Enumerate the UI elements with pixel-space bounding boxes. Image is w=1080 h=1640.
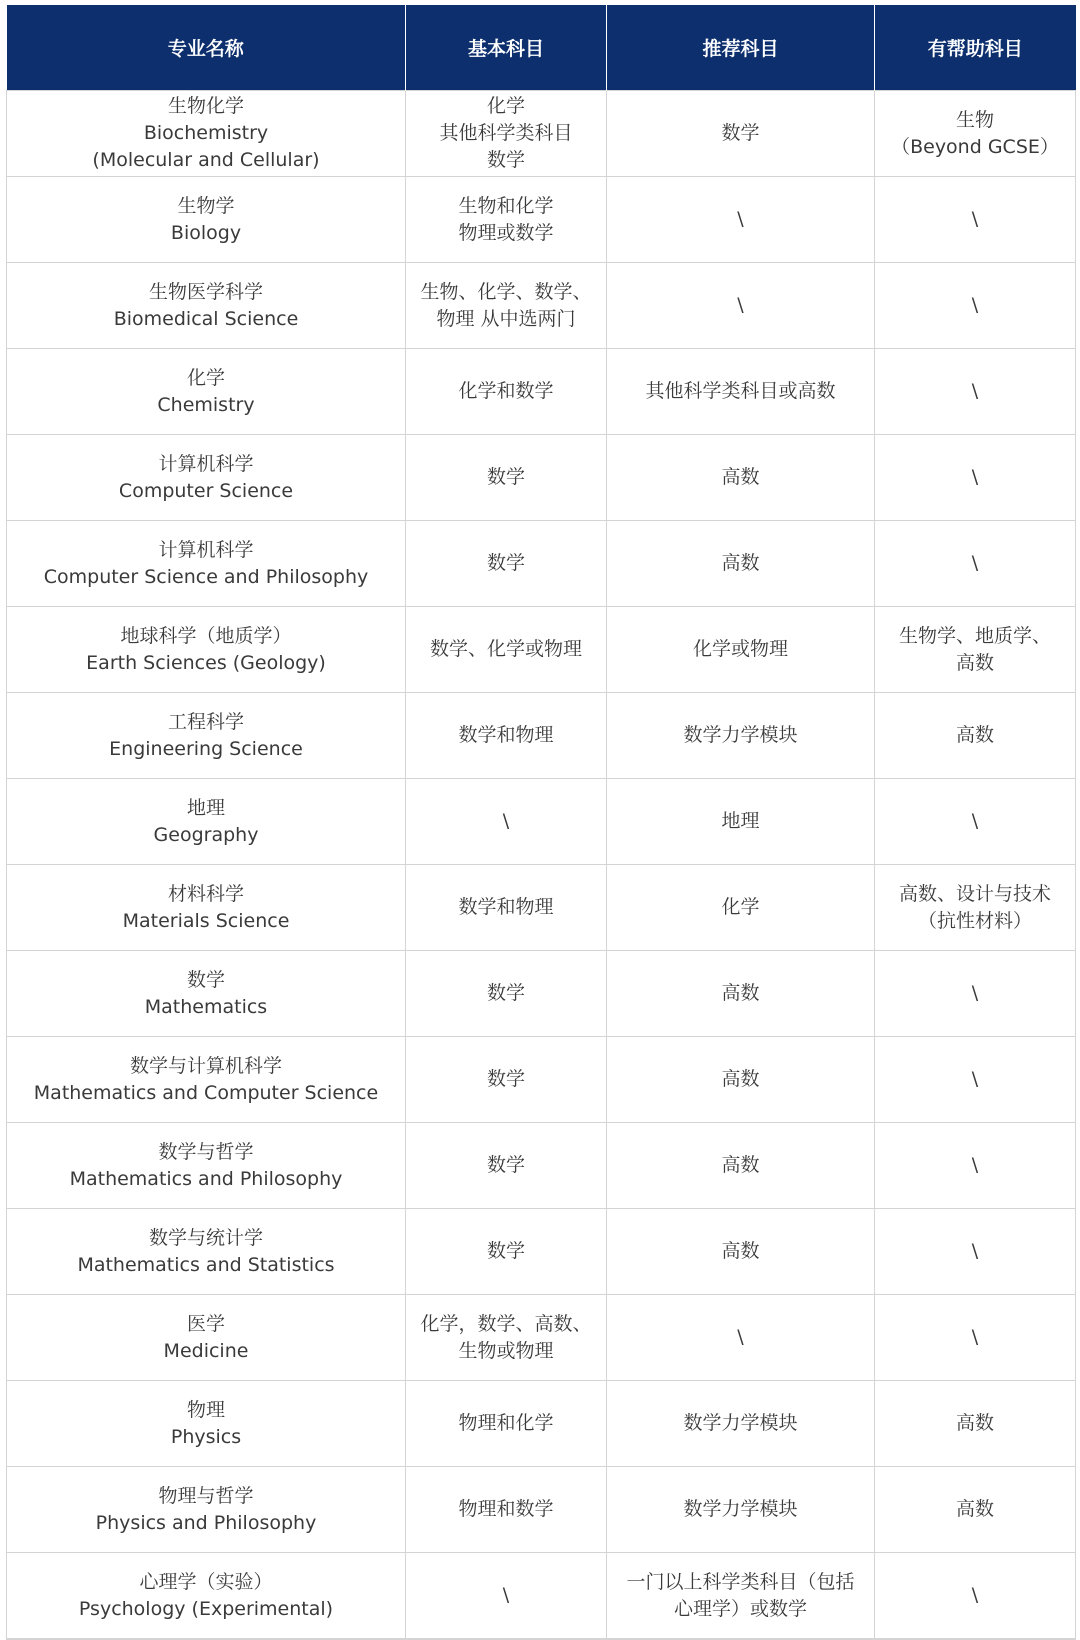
cell-helpful: \ bbox=[875, 1209, 1076, 1295]
cell-helpful: 高数 bbox=[875, 693, 1076, 779]
cell-recommended: 数学 bbox=[607, 91, 875, 177]
header-basic-subjects: 基本科目 bbox=[406, 5, 607, 91]
table-row bbox=[7, 1295, 1076, 1381]
header-major: 专业名称 bbox=[7, 5, 406, 91]
cell-basic: 数学和物理 bbox=[406, 693, 607, 779]
cell-basic: \ bbox=[406, 779, 607, 865]
cell-major: 计算机科学 Computer Science and Philosophy bbox=[7, 521, 406, 607]
cell-recommended: 高数 bbox=[607, 435, 875, 521]
table-body bbox=[7, 91, 1076, 1640]
table-row bbox=[7, 1037, 1076, 1123]
cell-major: 数学 Mathematics bbox=[7, 951, 406, 1037]
cell-recommended: \ bbox=[607, 177, 875, 263]
cell-recommended: 高数 bbox=[607, 951, 875, 1037]
cell-helpful: \ bbox=[875, 779, 1076, 865]
cell-major: 地球科学（地质学） Earth Sciences (Geology) bbox=[7, 607, 406, 693]
cell-helpful: \ bbox=[875, 951, 1076, 1037]
cell-recommended: 数学力学模块 bbox=[607, 1381, 875, 1467]
table-row bbox=[7, 1123, 1076, 1209]
cell-helpful: \ bbox=[875, 1553, 1076, 1640]
cell-basic: 数学和物理 bbox=[406, 865, 607, 951]
cell-recommended: 高数 bbox=[607, 1123, 875, 1209]
cell-major: 生物医学科学 Biomedical Science bbox=[7, 263, 406, 349]
cell-major: 地理 Geography bbox=[7, 779, 406, 865]
table-row bbox=[7, 1553, 1076, 1640]
cell-recommended: 地理 bbox=[607, 779, 875, 865]
cell-recommended: 高数 bbox=[607, 1037, 875, 1123]
cell-helpful: \ bbox=[875, 349, 1076, 435]
table-row bbox=[7, 349, 1076, 435]
cell-major: 计算机科学 Computer Science bbox=[7, 435, 406, 521]
cell-major: 数学与计算机科学 Mathematics and Computer Science bbox=[7, 1037, 406, 1123]
cell-basic: 化学 其他科学类科目 数学 bbox=[406, 91, 607, 177]
table-row bbox=[7, 865, 1076, 951]
table-row bbox=[7, 607, 1076, 693]
cell-helpful: 高数、设计与技术 （抗性材料） bbox=[875, 865, 1076, 951]
cell-recommended: 高数 bbox=[607, 1209, 875, 1295]
cell-basic: 数学 bbox=[406, 1123, 607, 1209]
table-row bbox=[7, 1381, 1076, 1467]
header-recommended-subjects: 推荐科目 bbox=[607, 5, 875, 91]
cell-major: 数学与统计学 Mathematics and Statistics bbox=[7, 1209, 406, 1295]
cell-major: 物理与哲学 Physics and Philosophy bbox=[7, 1467, 406, 1553]
cell-helpful: \ bbox=[875, 1123, 1076, 1209]
cell-major: 数学与哲学 Mathematics and Philosophy bbox=[7, 1123, 406, 1209]
cell-helpful: 高数 bbox=[875, 1467, 1076, 1553]
cell-helpful: \ bbox=[875, 435, 1076, 521]
cell-recommended: 数学力学模块 bbox=[607, 1467, 875, 1553]
cell-basic: 数学 bbox=[406, 1037, 607, 1123]
table-row bbox=[7, 91, 1076, 177]
cell-major: 化学 Chemistry bbox=[7, 349, 406, 435]
table-row bbox=[7, 435, 1076, 521]
cell-basic: 生物、化学、数学、 物理 从中选两门 bbox=[406, 263, 607, 349]
cell-basic: 化学和数学 bbox=[406, 349, 607, 435]
cell-recommended: 数学力学模块 bbox=[607, 693, 875, 779]
subject-requirements-table-wrap bbox=[6, 5, 1075, 1640]
cell-helpful: 生物学、地质学、 高数 bbox=[875, 607, 1076, 693]
cell-basic: 化学，数学、高数、 生物或物理 bbox=[406, 1295, 607, 1381]
cell-helpful: 生物 （Beyond GCSE） bbox=[875, 91, 1076, 177]
cell-major: 物理 Physics bbox=[7, 1381, 406, 1467]
table-row bbox=[7, 779, 1076, 865]
cell-basic: 物理和数学 bbox=[406, 1467, 607, 1553]
cell-recommended: 化学或物理 bbox=[607, 607, 875, 693]
cell-major: 心理学（实验） Psychology (Experimental) bbox=[7, 1553, 406, 1640]
cell-basic: 物理和化学 bbox=[406, 1381, 607, 1467]
cell-recommended: 其他科学类科目或高数 bbox=[607, 349, 875, 435]
cell-helpful: 高数 bbox=[875, 1381, 1076, 1467]
header-row bbox=[7, 5, 1076, 91]
table-row bbox=[7, 1209, 1076, 1295]
cell-major: 生物学 Biology bbox=[7, 177, 406, 263]
table-row bbox=[7, 693, 1076, 779]
cell-major: 医学 Medicine bbox=[7, 1295, 406, 1381]
table-row bbox=[7, 1467, 1076, 1553]
cell-recommended: 化学 bbox=[607, 865, 875, 951]
header-helpful-subjects: 有帮助科目 bbox=[875, 5, 1076, 91]
cell-basic: 数学 bbox=[406, 435, 607, 521]
cell-basic: 生物和化学 物理或数学 bbox=[406, 177, 607, 263]
cell-helpful: \ bbox=[875, 263, 1076, 349]
cell-basic: 数学、化学或物理 bbox=[406, 607, 607, 693]
table-row bbox=[7, 951, 1076, 1037]
cell-basic: \ bbox=[406, 1553, 607, 1640]
cell-recommended: \ bbox=[607, 263, 875, 349]
cell-basic: 数学 bbox=[406, 521, 607, 607]
cell-recommended: 高数 bbox=[607, 521, 875, 607]
cell-helpful: \ bbox=[875, 177, 1076, 263]
subject-requirements-table bbox=[6, 5, 1076, 1640]
cell-recommended: \ bbox=[607, 1295, 875, 1381]
cell-basic: 数学 bbox=[406, 951, 607, 1037]
table-row bbox=[7, 177, 1076, 263]
cell-helpful: \ bbox=[875, 521, 1076, 607]
cell-major: 生物化学 Biochemistry (Molecular and Cellular) bbox=[7, 91, 406, 177]
cell-basic: 数学 bbox=[406, 1209, 607, 1295]
table-header bbox=[7, 5, 1076, 91]
cell-major: 工程科学 Engineering Science bbox=[7, 693, 406, 779]
cell-helpful: \ bbox=[875, 1037, 1076, 1123]
cell-helpful: \ bbox=[875, 1295, 1076, 1381]
cell-recommended: 一门以上科学类科目（包括 心理学）或数学 bbox=[607, 1553, 875, 1640]
table-row bbox=[7, 521, 1076, 607]
table-row bbox=[7, 263, 1076, 349]
cell-major: 材料科学 Materials Science bbox=[7, 865, 406, 951]
